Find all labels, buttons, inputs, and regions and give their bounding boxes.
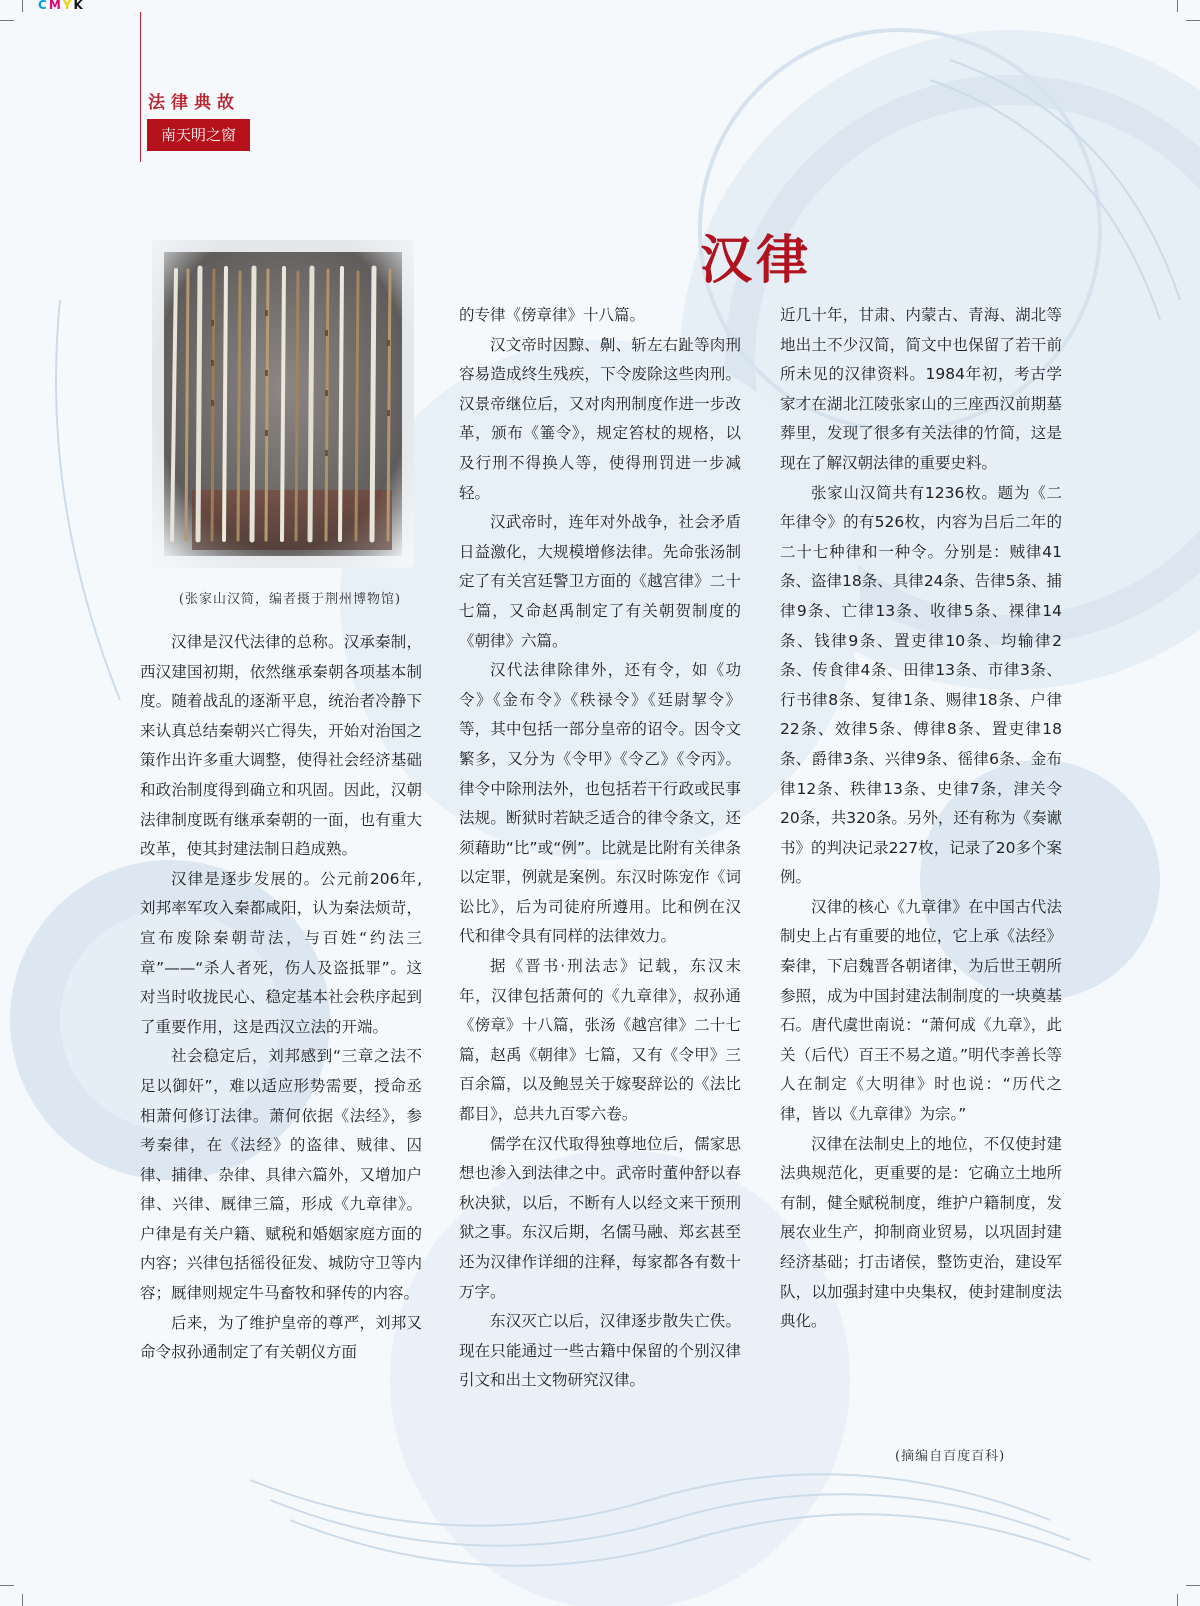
bamboo-slips-photo (152, 240, 414, 568)
paragraph: 后来，为了维护皇帝的尊严，刘邦又命令叔孙通制定了有关朝仪方面 (140, 1313, 422, 1362)
paragraph: 张家山汉简共有1236枚。题为《二年律令》的有526枚，内容为吕后二年的二十七种律和一种令。分别是：贼律41条、盗律18条、具律24条、告律5条、捕律9条、亡律13条、收律5条、裸律14条、钱律9条、置吏律10条、均输律2条、传食律4条、田律13条、市律3条、行书律8条、复律1条、赐律18条、户律22条、效律5条、傅律8条、置吏律18条、爵律3条、兴律9条、徭律6条、金布律12条、秩律13条、史律7条，津关令20条，共320条。另外，还有称为《奏谳书》的判决记录227枚，记录了20多个案例。 (780, 483, 1062, 887)
crop-mark (1186, 1585, 1200, 1586)
section-tag: 南天明之窗 (147, 119, 250, 151)
text-column-1 (140, 628, 422, 1368)
article-headline: 汉律 (700, 230, 813, 291)
paragraph: 汉律在法制史上的地位，不仅使封建法典规范化，更重要的是：它确立土地所有制，健全赋税制度，维护户籍制度，发展农业生产，抑制商业贸易，以巩固封建经济基础；打击诸侯，整饬吏治，建设军队，以加强封建中央集权，使封建制度法典化。 (780, 1134, 1062, 1331)
paragraph: 汉律的核心《九章律》在中国古代法制史上占有重要的地位，它上承《法经》秦律，下启魏晋各朝诸律，为后世王朝所参照，成为中国封建法制制度的一块奠基石。唐代虞世南说：“萧何成《九章》，此关（后代）百王不易之道。”明代李善长等人在制定《大明律》时也说：“历代之律，皆以《九章律》为宗。” (780, 897, 1062, 1124)
paragraph-continued: 的专律《傍章律》十八篇。 (459, 306, 646, 324)
paragraph: 东汉灭亡以后，汉律逐步散失亡佚。现在只能通过一些古籍中保留的个别汉律引文和出土文物研究汉律。 (459, 1312, 741, 1390)
paragraph: 汉代法律除律外，还有令，如《功令》《金布令》《秩禄令》《廷尉挈令》等，其中包括一部分皇帝的诏令。因令文繁多，又分为《令甲》《令乙》《令丙》。律令中除刑法外，也包括若干行政或民事法规。断狱时若缺乏适合的律令条文，还须藉助“比”或“例”。比就是比附有关律条以定罪，例就是案例。东汉时陈宠作《词讼比》，后为司徒府所遵用。比和例在汉代和律令具有同样的法律效力。 (459, 661, 741, 946)
paragraph: 儒学在汉代取得独尊地位后，儒家思想也渗入到法律之中。武帝时董仲舒以春秋决狱，以后，不断有人以经文来干预刑狱之事。东汉后期，名儒马融、郑玄甚至还为汉律作详细的注释，每家都各有数十万字。 (459, 1134, 741, 1301)
paragraph: 汉律是汉代法律的总称。汉承秦制，西汉建国初期，依然继承秦朝各项基本制度。随着战乱的逐渐平息，统治者冷静下来认真总结秦朝兴亡得失，开始对治国之策作出许多重大调整，使得社会经济基础和政治制度得到确立和巩固。因此，汉朝法律制度既有继承秦朝的一面，也有重大改革，使其封建法制日趋成熟。 (140, 633, 422, 859)
photo-caption: (张家山汉简，编者摄于荆州博物馆) (178, 592, 402, 607)
crop-mark (1186, 20, 1200, 21)
bamboo-slips-illustration (152, 240, 414, 568)
paragraph-continued: 近几十年，甘肃、内蒙古、青海、湖北等地出土不少汉简，简文中也保留了若干前所未见的汉律资料。1984年初，考古学家才在湖北江陵张家山的三座西汉前期墓葬里，发现了很多有关法律的竹简，这是现在了解汉朝法律的重要史料。 (780, 306, 1062, 472)
paragraph: 汉文帝时因黥、劓、斩左右趾等肉刑容易造成终生残疾，下令废除这些肉刑。汉景帝继位后，又对肉刑制度作进一步改革，颁布《箠令》，规定笞杖的规格，以及行刑不得换人等，使得刑罚进一步减轻。 (459, 335, 741, 502)
source-note: (摘编自百度百科) (895, 1449, 1006, 1464)
text-column-3 (780, 301, 1062, 1337)
section-title: 法律典故 (148, 93, 240, 113)
crop-mark (22, 1594, 23, 1606)
crop-mark (1177, 1594, 1178, 1606)
cmyk-registration: CMYK (38, 0, 85, 12)
crop-mark (1177, 0, 1178, 12)
paragraph: 社会稳定后，刘邦感到“三章之法不足以御奸”，难以适应形势需要，授命丞相萧何修订法律。萧何依据《法经》，参考秦律，在《法经》的盗律、贼律、囚律、捕律、杂律、具律六篇外，又增加户律、兴律、厩律三篇，形成《九章律》。户律是有关户籍、赋税和婚姻家庭方面的内容；兴律包括徭役征发、城防守卫等内容；厩律则规定牛马畜牧和驿传的内容。 (140, 1047, 422, 1303)
section-divider-line (140, 12, 141, 162)
crop-mark (0, 20, 14, 21)
paragraph: 汉律是逐步发展的。公元前206年,刘邦率军攻入秦都咸阳，认为秦法烦苛，宣布废除秦朝苛法，与百姓“约法三章”——“杀人者死，伤人及盗抵罪”。这对当时收拢民心、稳定基本社会秩序起到了重要作用，这是西汉立法的开端。 (140, 869, 422, 1036)
crop-mark (0, 1585, 14, 1586)
text-column-2 (459, 301, 741, 1396)
paragraph: 汉武帝时，连年对外战争，社会矛盾日益激化，大规模增修法律。先命张汤制定了有关宫廷警卫方面的《越宫律》二十七篇，又命赵禹制定了有关朝贺制度的《朝律》六篇。 (459, 513, 741, 650)
paragraph: 据《晋书·刑法志》记载，东汉末年，汉律包括萧何的《九章律》，叔孙通《傍章》十八篇，张汤《越宫律》二十七篇，赵禹《朝律》七篇，又有《令甲》三百余篇，以及鲍昱关于嫁娶辞讼的《法比都目》，总共九百零六卷。 (459, 957, 741, 1124)
crop-mark (22, 0, 23, 12)
